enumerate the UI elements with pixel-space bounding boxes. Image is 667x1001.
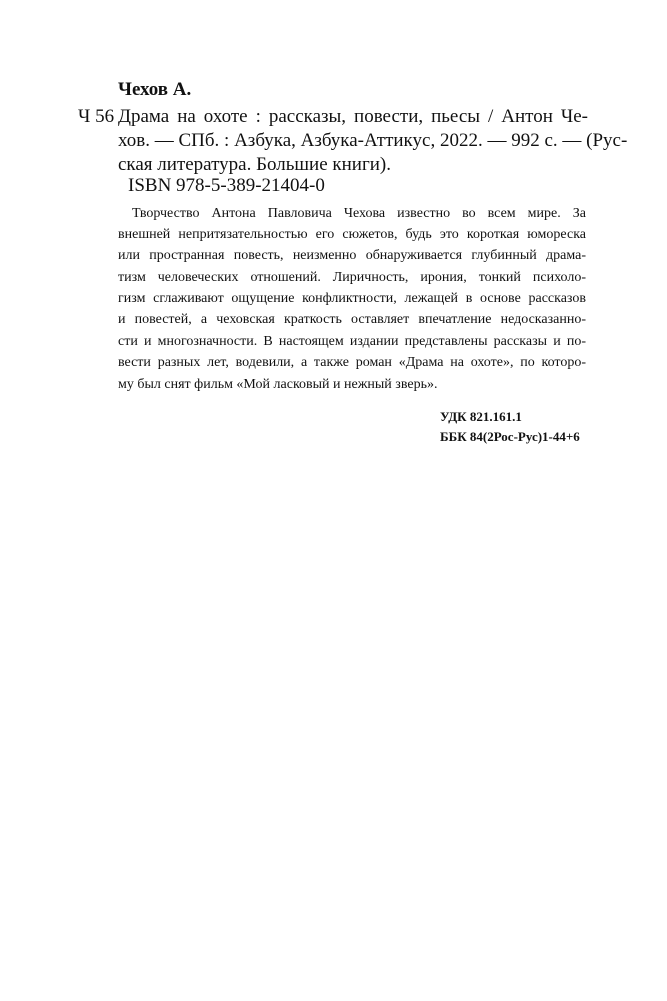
author-heading: Чехов А. (118, 79, 192, 100)
abstract-line: Творчество Антона Павловича Чехова известно во всем мире. За (132, 206, 586, 221)
abstract-line: му был снят фильм «Мой ласковый и нежный зверь». (118, 377, 438, 392)
abstract-line: сти и многозначности. В настоящем издании представлены рассказы и по- (118, 334, 586, 349)
udk-code: УДК 821.161.1 (440, 409, 522, 424)
title-line: Драма на охоте : рассказы, повести, пьесы / Антон Че- (118, 106, 588, 127)
abstract-line: гизм сглаживают ощущение конфликтности, лежащей в основе рассказов (118, 291, 586, 306)
title-line: хов. — СПб. : Азбука, Азбука-Аттикус, 2022. — 992 с. — (Рус- (118, 130, 628, 151)
isbn: ISBN 978-5-389-21404-0 (128, 175, 325, 196)
abstract-line: тизм человеческих отношений. Лиричность, ирония, тонкий психоло- (118, 270, 586, 285)
bbk-code: ББК 84(2Рос-Рус)1-44+6 (440, 429, 580, 444)
shelfmark: Ч 56 (78, 106, 115, 127)
abstract-line: внешней непритязательностью его сюжетов, будь это короткая юмореска (118, 227, 586, 242)
title-line: ская литература. Большие книги). (118, 154, 392, 175)
abstract-line: и повестей, а чеховская краткость оставляет впечатление недосказанно- (118, 312, 586, 327)
abstract-line: вести разных лет, водевили, а также роман «Драма на охоте», по которо- (118, 355, 586, 370)
abstract-line: или пространная повесть, неизменно обнаруживается глубинный драма- (118, 248, 586, 263)
